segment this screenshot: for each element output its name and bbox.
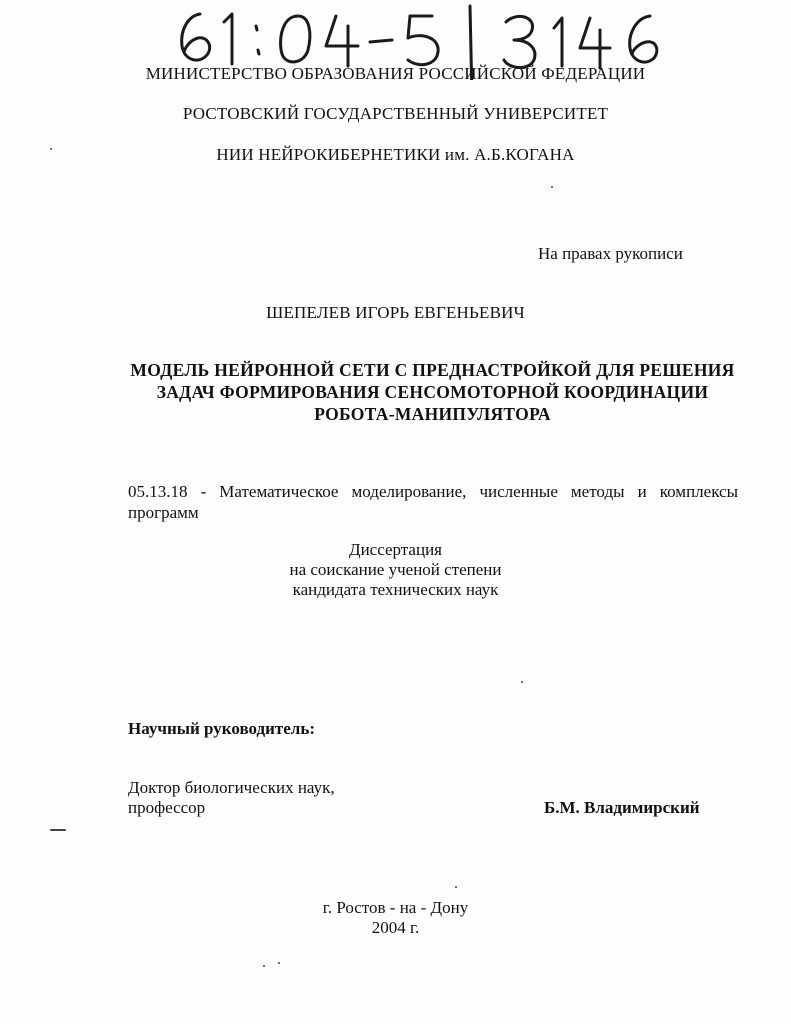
scan-speck: [551, 186, 553, 188]
specialty-code: 05.13.18 - Математическое моделирование, численные методы и комплексы программ: [128, 482, 738, 522]
scan-speck: [278, 962, 280, 964]
supervisor-credentials-1: Доктор биологических наук,: [128, 778, 335, 797]
scan-speck: [521, 681, 523, 683]
degree-line-2: на соискание ученой степени: [289, 560, 502, 579]
supervisor-credentials-2: профессор: [128, 798, 206, 817]
city-line: г. Ростов - на - Дону: [322, 898, 469, 917]
author-name: ШЕПЕЛЕВ ИГОРЬ ЕВГЕНЬЕВИЧ: [266, 303, 525, 322]
year-line: 2004 г.: [371, 918, 420, 937]
scan-speck: [263, 965, 265, 967]
institute-heading: НИИ НЕЙРОКИБЕРНЕТИКИ им. А.Б.КОГАНА: [216, 145, 575, 164]
supervisor-heading: Научный руководитель:: [128, 719, 315, 738]
manuscript-note: На правах рукописи: [538, 244, 683, 263]
supervisor-name: Б.М. Владимирский: [544, 798, 700, 817]
scan-speck: [50, 148, 52, 150]
ministry-heading: МИНИСТЕРСТВО ОБРАЗОВАНИЯ РОССИЙСКОЙ ФЕДЕРАЦИИ: [145, 64, 646, 83]
thesis-title-line-2: ЗАДАЧ ФОРМИРОВАНИЯ СЕНСОМОТОРНОЙ КООРДИНАЦИИ: [156, 382, 709, 402]
thesis-title-line-3: РОБОТА-МАНИПУЛЯТОРА: [314, 404, 551, 424]
university-heading: РОСТОВСКИЙ ГОСУДАРСТВЕННЫЙ УНИВЕРСИТЕТ: [182, 104, 609, 123]
scan-speck: [455, 886, 457, 888]
scan-speck: [50, 829, 66, 831]
degree-line-3: кандидата технических наук: [292, 580, 499, 599]
thesis-title-line-1: МОДЕЛЬ НЕЙРОННОЙ СЕТИ С ПРЕДНАСТРОЙКОЙ ДЛЯ РЕШЕНИЯ: [130, 360, 735, 380]
degree-line-1: Диссертация: [348, 540, 442, 559]
